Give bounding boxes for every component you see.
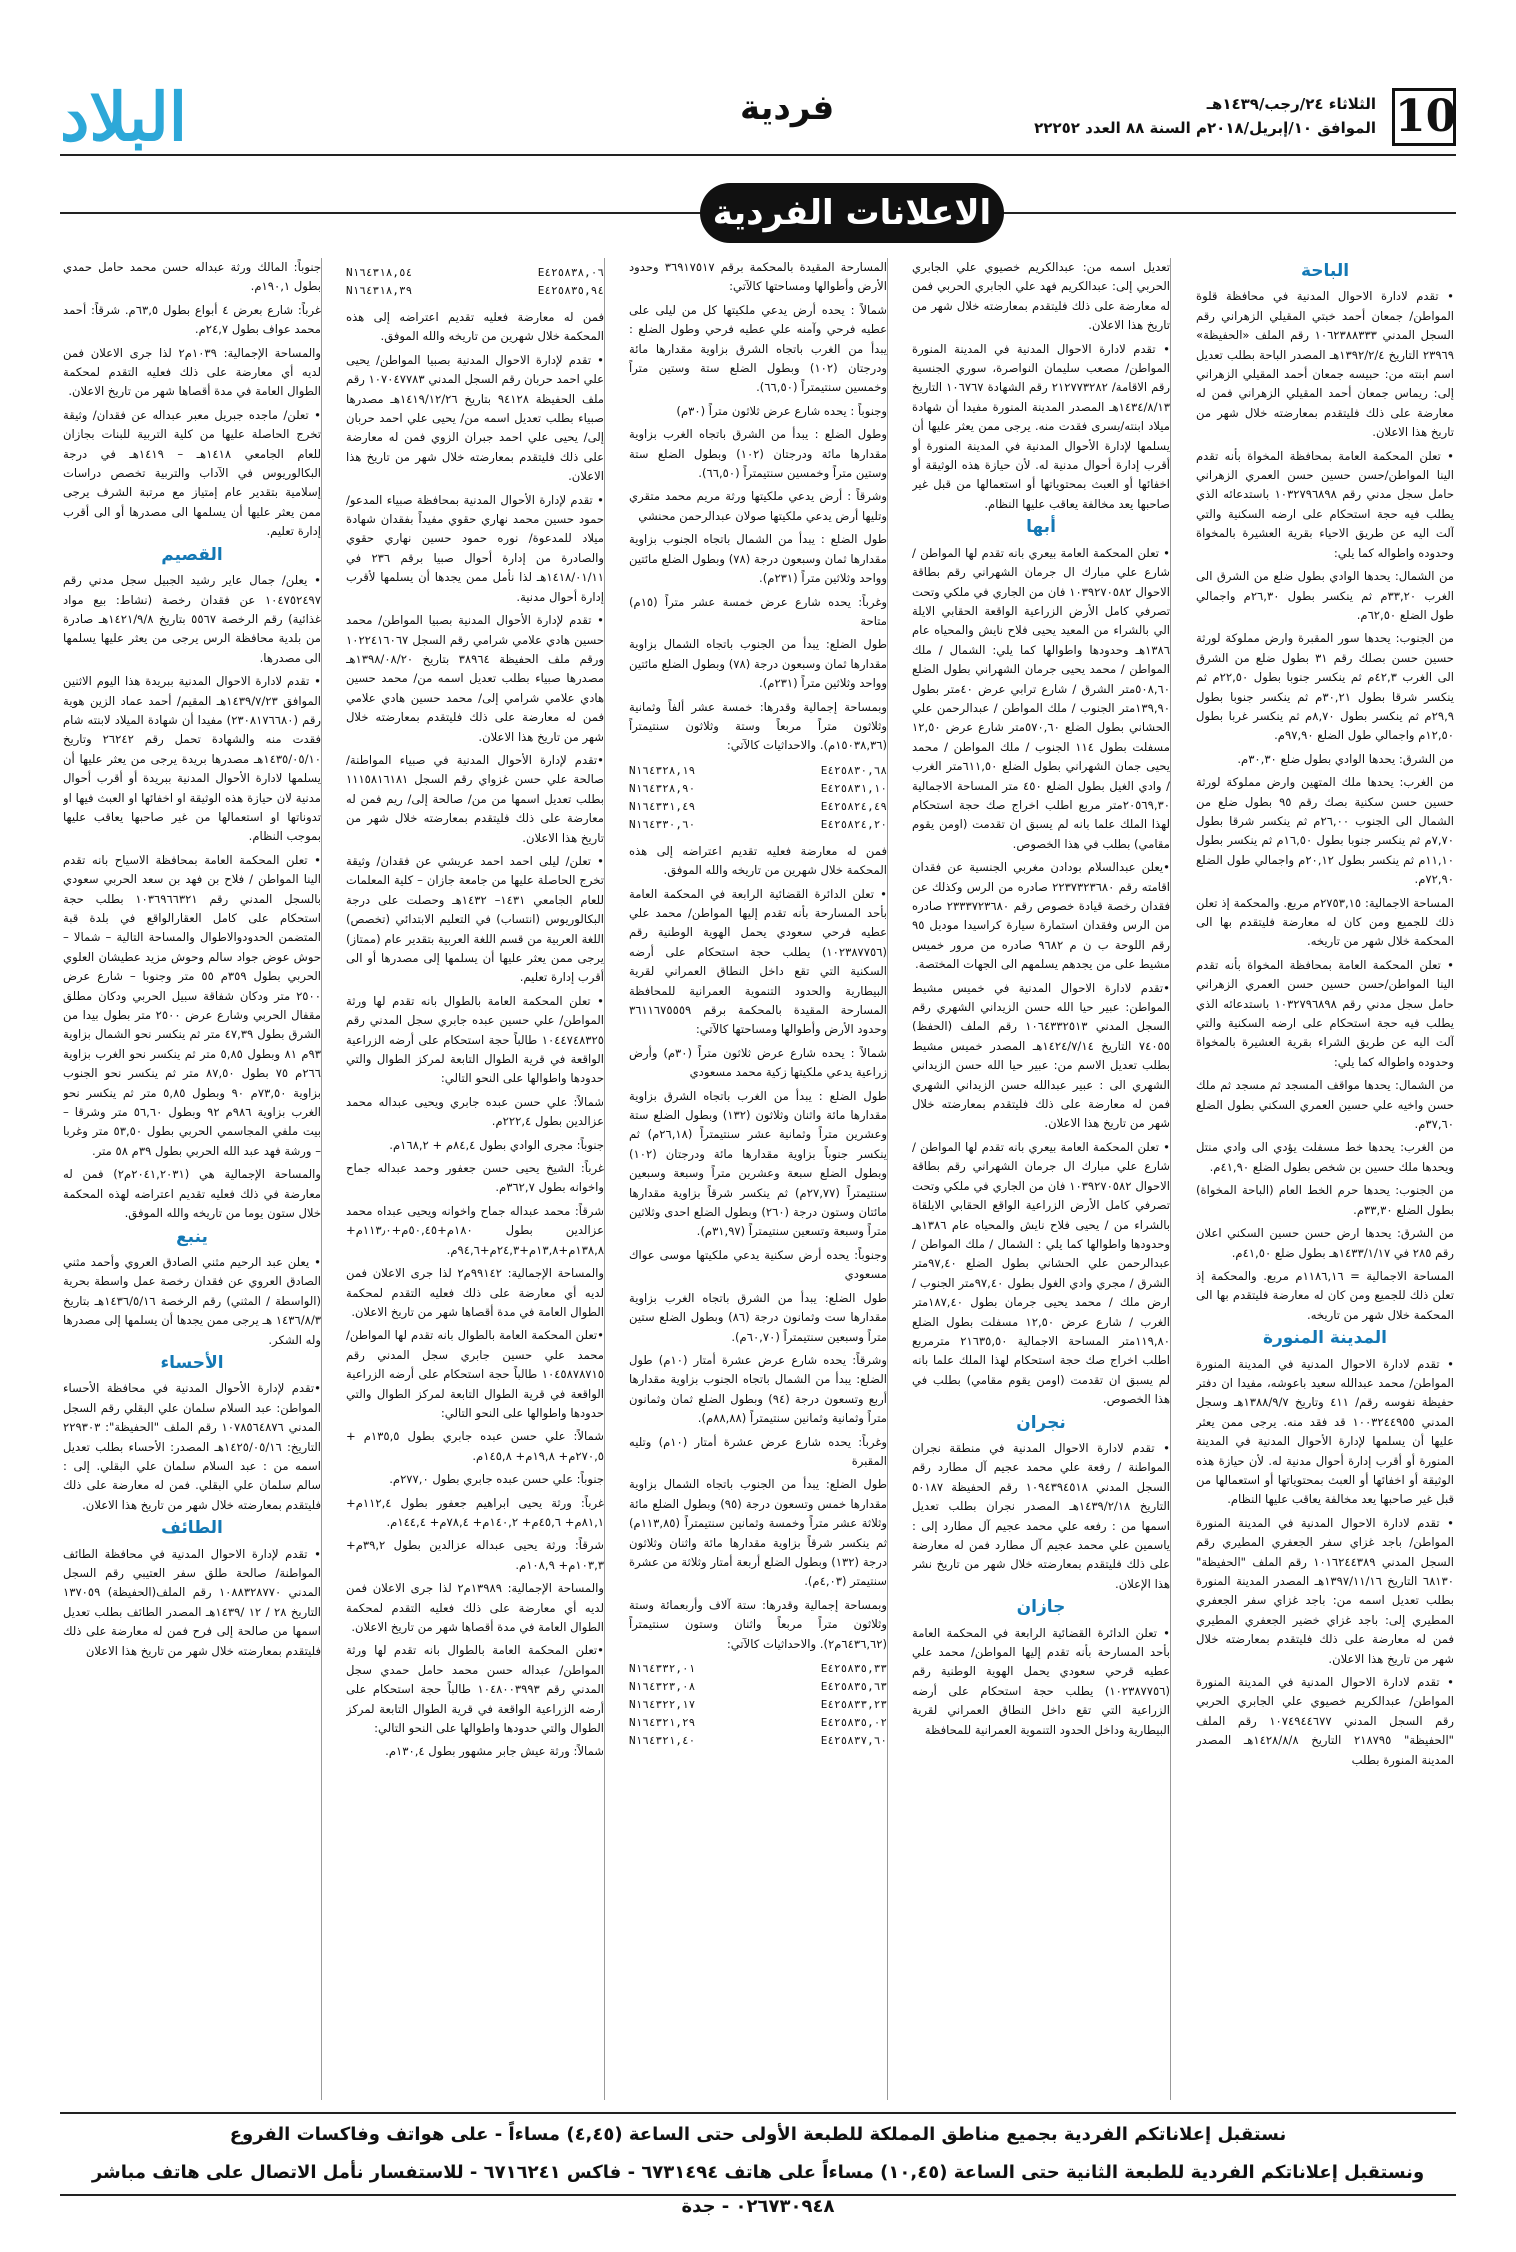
ad-paragraph: شمالاً : يحده أرض يدعي ملكيتها كل من ليلى على عطيه فرحي وآمنه علي عطيه فرحي وطول الضلع : يبدأ من الغرب باتجاه الشرق بزاوية مقدارها مائة ودرجتان (١٠٢) وبطول الضلع ستة وستين متراً وخمسين سنتيمتراً (٦٦,٥٠).: [629, 302, 888, 395]
easting-value: E٤٢٥٨٣٥,٩٤: [537, 284, 604, 297]
easting-value: E٤٢٥٨٣٣,٢٣: [820, 1698, 887, 1711]
ad-paragraph: وبمساحة إجمالية وقدرها: خمسة عشر ألفاً وثمانية وثلاثون متراً مربعاً وستة وثلاثون سنتيمتراً (١٥٠٣٨,٣٦م). والاحداثيات كالآتي:: [629, 699, 887, 753]
ad-paragraph: وشرقاً: يحده شارع عرض عشرة أمتار (١٠م) طول الضلع: يبدأ من الشمال باتجاه الجنوب بزاوية مقدارها أربع وتسعون درجة (٩٤) وبطول الضلع ثمان وثمانون متراً وثمانية وثمانين سنتيمتراً (٨٨,٨٨م).: [629, 1352, 887, 1426]
region-heading: جازان: [1016, 1597, 1066, 1618]
easting-value: E٤٢٥٨٣٥,٠٢: [820, 1716, 887, 1729]
ad-paragraph: شمالاً: علي حسن عبده جابري ويحيى عبداله محمد عزالدين بطول ٢٢٢,٤م.: [346, 1094, 604, 1129]
ad-paragraph: من الغرب: يحدها خط مسفلت يؤدي الى وادي منتل ويحدها ملك حسين بن شخص بطول الضلع ٤١,٩٠م.: [1196, 1140, 1454, 1174]
ad-paragraph: من الجنوب: يحدها سور المقبرة وارض مملوكة لورثة حسين حسن بصلك رقم ٣١ بطول ضلع من الشرق الى الغرب ٤٢,٣م ثم ينكسر جنوبا بطول ٢٢,٥٠م ثم ينكسر شرقا بطول ٣٠,٢١م ثم ينكسر جنوبا بطول ٢٩,٩م ثم ينكسر بطول ٨,٧٠م ثم ينكسر غربا بطول ١٢,٥٠م واجمالي طول الضلع ٩٧,٩٠م.: [1196, 631, 1454, 743]
ad-paragraph: المساحة الاجمالية = ١١٨٦,١٦م مربع. والمحكمة إذ تعلن ذلك للجميع ومن كان له معارضة فليتقدم بها الى المحكمة خلال شهر من تاريخه.: [1196, 1268, 1454, 1322]
ad-paragraph: المساحة الاجمالية: ٢٧٥٣,١٥م مربع. والمحكمة إذ تعلن ذلك للجميع ومن كان له معارضة فليتقدم بها الى المحكمة خلال شهر من تاريخه.: [1196, 895, 1454, 949]
column-5: [63, 258, 322, 2100]
coordinate-row: [629, 816, 887, 834]
coordinate-row: [629, 780, 887, 798]
ad-paragraph: • تعلن المحكمة العامة بيعري بانه تقدم لها المواطن / شارع علي مبارك ال جرمان الشهراني رقم بطاقة الاحوال ١٠٣٩٢٧٠٥٨٢ فان من الجاري في ملكي وتحت تصرفي كامل الأرض الزراعية الواقعة الحقابي الايلة الي بالشراء من المعيد يحيى فلاح نايش والمحياه عام ١٣٨٦هـ وحدودها واطوالها كما يلي: الشمال / ملك المواطن / محمد يحيى جرمان الشهراني بطول الضلع ٥٠٨,٦٠متر الشرق / شارع ترابي عرض ٤٠متر بطول ١٣٩,٩٠متر الجنوب / ملك المواطن / عبدالرحمن علي الحشاني بطول الضلع ٥٧٠,٦٠متر شارع عرض ١٢,٥٠ مسفلت بطول ١١٤ الجنوب / ملك المواطن / محمد يحيى جمان الشهراني بطول الضلع ٦١١,٥٠متر الغرب / وادي الغيل بطول الضلع ٤٥٠ متر المساحة الاجمالية ٢٠٥٦٩,٣٠متر مربع اطلب اخراج صك حجة استحكام لهذا الملك علما بانه لم يسبق ان تقدمت (اومن يقوم مقامي) بطلب في هذا الخصوص.: [912, 545, 1171, 851]
ad-paragraph: وجنوباً : يحده شارع عرض ثلاثون متراً (٣٠م): [676, 403, 887, 418]
coordinate-row: [629, 1696, 887, 1714]
ad-paragraph: طول الضلع : يبدأ من الغرب باتجاه الشرق بزاوية مقدارها مائة واثنان وثلاثون (١٣٢) وبطول الضلع ستة وعشرين متراً وثمانية عشر سنتيمتراً (٢٦,١٨م) ثم ينكسر جنوباً بزاوية مقدارها مائة ودرجتان (١٠٢) وبطول الضلع سبعة وعشرين متراً وسبعة وسبعين سنتيمتراً (٢٧,٧٧م) ثم ينكسر شرقاً بزاوية مقدارها مائتان وستون درجة (٢٦٠) وبطول الضلع احدى وثلاثين متراً وسبعة وتسعين سنتيمتراً (٣١,٩٧م).: [629, 1088, 887, 1239]
ad-paragraph: شمالاً: ورثة عيش جابر مشهور بطول ١٣٠,٤م.: [385, 1744, 604, 1759]
ad-paragraph: •تقدم لإدارة الأحوال المدنية في محافظة الأحساء المواطن: عبد السلام سلمان علي البقلي رقم السجل المدني ١٠٧٨٥٦٤٨٧٦ رقم الملف "الحفيظة": ٢٢٩٣٠٣ التاريخ: ١٤٢٥/٠٥/١٦هـ المصدر: الأحساء بطلب تعديل اسمه من : عبد السلام سلمان علي البقلي. إلى : سالم سلمان علي البقلي. فمن له معارضة على ذلك فليتقدم بمعارضته خلال شهر من تاريخ هذا الاعلان.: [63, 1381, 321, 1512]
ad-paragraph: • تقدم لإدارة الأحوال المدنية بمحافظة صبياء المدعو/ حمود حسين محمد نهاري حقوي مفيداً بفقدان شهادة ميلاد للمدعوة/ نوره حمود حسين نهاري حقوي والصادرة من إدارة أحوال صبيا برقم ٢٣٦ في ١٤١٨/٠١/١١هـ لذا نأمل ممن يجدها أن يسلمها لأقرب إدارة أحوال مدنية.: [346, 492, 604, 604]
ad-paragraph: طول الضلع: يبدأ من الجنوب باتجاه الشمال بزاوية مقدارها ثمان وسبعون درجة (٧٨) وبطول الضلع مائتين وواحد وثلاثين متراً (٢٣١م).: [629, 637, 888, 691]
ad-paragraph: • تعلن المحكمة العامة بيعري بانه تقدم لها المواطن / شارع علي مبارك ال جرمان الشهراني رقم بطاقة الاحوال ١٠٣٩٢٧٠٥٨٢ فان من الجاري في ملكي وتحت تصرفي كامل الأرض الزراعية الواقع الحقابي الايلقاة بالشراء من / يحيى فلاح نايش والمحياه عام ١٣٨٦هـ وحدودها واطوالها كما يلي : الشمال / ملك المواطن / عبدالرحمن علي الحشاني بطول الضلع ٩٧,٤٠متر الشرق / مجري وادي الغول بطول ٩٧,٤٠متر الجنوب / ارض ملك / محمد يحيى جرمان بطول ١٨٧,٤٠متر الغرب / شارع عرض ١٢,٥٠ مسفلت بطول الضلع ١١٩,٨٠متر المساحة الاجمالية ٢١٦٣٥,٥٠ مترمربع اطلب اخراج صك حجة استحكام لهذا الملك علما بانه لم يسبق ان تقدمت (اومن يقوم مقامي) بطلب في هذا الخصوص.: [912, 1139, 1171, 1407]
region-heading: القصيم: [161, 544, 223, 565]
easting-value: E٤٢٥٨٣٠,٦٨: [820, 763, 887, 777]
ad-paragraph: فمن له معارضة فعليه تقديم اعتراضه إلى هذه المحكمة خلال شهرين من تاريخه والله الموفق.: [629, 843, 887, 878]
banner-title: الاعلانات الفردية: [700, 183, 1004, 243]
ad-paragraph: • تعلن الدائرة القضائية الرابعة في المحكمة العامة بأحد المسارحة بأنه تقدم إليها المواطن/ محمد علي عطيه فرحي سعودي يحمل الهوية الوطنية رقم (١٠٢٣٨٧٧٥٦) يطلب حجة استحكام على أرضه السكنية التي تقع داخل النطاق العمراني لقرية البيطارية والحدود التنموية العمرانية للمحافظة المسارحة المقيدة بالمحكمة برقم ٣٦١١٦٧٥٥٥٩ وحدود الأرض وأطوالها ومساحتها كالآتي:: [629, 886, 887, 1037]
ad-paragraph: المسارحة المقيدة بالمحكمة برقم ٣٦٩١٧٥١٧ وحدود الأرض وأطوالها ومساحتها كالآتي:: [629, 260, 887, 294]
column-1: [1196, 258, 1454, 2100]
ad-paragraph: من الشرق: يحدها الوادي بطول ضلع ٣٠,٣٠م.: [1237, 751, 1454, 766]
date-line: الثلاثاء ٢٤/رجب/١٤٣٩هـ: [1206, 95, 1376, 113]
ad-paragraph: من الشمال: يحدها الوادي بطول ضلع من الشرق الى الغرب ٣٣,٢٠م ثم ينكسر بطول ٢٦,٣٠م واجمالي طول الضلع ٦٢,٥٠م.: [1196, 569, 1454, 622]
easting-value: E٤٢٥٨٣٥,٣٣: [820, 1662, 887, 1675]
ad-paragraph: طول الضلع: يبدأ من الجنوب باتجاه الشمال بزاوية مقدارها خمس وتسعون درجة (٩٥) وبطول الضلع مائة وثلاثة عشر متراً وخمسة وثمانين سنتيمتراً (١١٣,٨٥م) ثم ينكسر شرقاً بزاوية مقدارها مائة واثنان وثلاثون درجة (١٣٢) وبطول الضلع أربعة أمتار وثلاثة من عشرة سنتيمتر (٤,٠٣م).: [629, 1477, 887, 1589]
northing-value: N١٦٤٣٢١,٤٠: [629, 1734, 696, 1747]
ad-paragraph: • تقدم لادارة الاحوال المدنية في المدينة المنورة المواطن/ عبدالكريم خصيوي علي الجابري الحربي رقم السجل المدني ١٠٧٤٩٤٤٦٧٧ رقم الملف "الحفيظة" ٢١٨٧٩٥ التاريخ ١٤٢٨/٨/٨هـ المصدر المدينة المنورة بطلب: [1196, 1675, 1454, 1767]
ad-paragraph: جنوباً: المالك ورثة عبداله حسن محمد حامل حمدي بطول ١٩٠,١م.: [63, 260, 321, 294]
northing-value: N١٦٤٣٢٣,٠٨: [629, 1680, 696, 1693]
ad-paragraph: • تقدم لادارة الاحوال المدنية في المدينة المنورة المواطن/ محمد عبدالله سعيد باعوشه، مفيدا ان دفتر حفيظة نفوسه رقم/ ٤١١ وتاريخ ١٣٨٨/٩/٧هـ وسجل المدني ١٠٠٣٢٤٤٩٥٥ قد فقد منه. يرجى ممن يعثر عليها أن يسلمها لإدارة الأحوال المدنية في المدينة المنورة أو أقرب إدارة أحوال مدنية له. لأن حيازة هذه الوثيقة أو اخفائها أو العبث بمحتوياتها أو استعمالها من قبل غير صاحبها يعد مخالفة يعاقب عليها النظام.: [1196, 1356, 1454, 1507]
northing-value: N١٦٤٣٢١,٢٩: [629, 1716, 696, 1729]
ad-paragraph: والمساحة الإجمالية: ١٠٣٩م٢ لذا جرى الاعلان فمن لديه أي معارضة على ذلك فعليه التقدم لمحكمة الطوال العامة في مدة أقصاها شهر من تاريخ الاعلان.: [63, 345, 321, 399]
region-heading: أبها: [1026, 517, 1056, 538]
ad-paragraph: والمساحة الإجمالية: ٩٩١٤٢م٢ لذا جرى الاعلان فمن لديه أي معارضة على ذلك فعليه التقدم لمحكمة الطوال العامة في مدة أقصاها شهر من تاريخ الاعلان.: [346, 1266, 604, 1319]
coordinate-row: [629, 1714, 887, 1732]
ad-paragraph: جنوباً: مجرى الوادي بطول ٨٤,٤م + ١٦٨,٢م.: [389, 1137, 604, 1152]
ad-paragraph: طول الضلع : يبدأ من الشمال باتجاه الجنوب بزاوية مقدارها ثمان وسبعون درجة (٧٨) وبطول الضلع مائتين وواحد وثلاثين متراً (٢٣١م).: [629, 532, 888, 586]
coordinate-row: [629, 762, 887, 780]
ad-paragraph: • تعلن المحكمة العامة بمحافظة الاسياح بانه تقدم الينا المواطن / فلاح بن فهد بن سعد الحربي سعودي بالسجل المدني رقم ١٠٣٦٩٦٦٣٢١ بطلب حجة استحكام على كامل العقارالواقع في بلدة قبة المتضمن الحدودوالاطوال والمساحة التالية – شمالا – حوش عوض جواد سالم وحوش مزيد عطيشان العلوي الحربي بطول ٣٥٩م ٥٥ متر وجنوبا – شارع عرض ٢٥٠٠ متر ودكان شفاقة سبيل الحربي ودكان مطلق مقفال الحربي وشارع عرض ٢٥٠٠ متر بطول بيدا من الشرق بطول ٤٧,٣٩ متر ثم ينكسر نحو الشمال بزاوية ٩٣م ٨١ وبطول ٥,٨٥ متر ثم ينكسر نحو الغرب بزاوية ٢٦٦م ٧٥ بطول ٨٧,٥٠ متر ثم ينكسر نحو الجنوب بزاوية ٧٣,٥٠م ٩٠ وبطول ٥,٨٥ متر ثم ينكسر نحو الغرب بزاوية ٩٨٦م ٩٢ وبطول ٥٦,٦٠ متر وشرقا – بيت ملفي المجاسمي الحربي بطول ٥٣,٥٠ متر وغربا – ورشة فهد عبد الله الحربي بطول ٣٩م ٥٨ متر.: [63, 852, 322, 1158]
footer-line-1: نستقبل إعلاناتكم الفردية بجميع مناطق المملكة للطبعة الأولى حتى الساعة (٤,٤٥) مساءاً - على هواتف وفاكسات الفروع: [229, 2124, 1287, 2145]
ad-paragraph: وغرباً: يحده شارع عرض خمسة عشر متراً (١٥م) متاحة: [629, 594, 887, 628]
ad-paragraph: •تقدم لادارة الاحوال المدنية في خميس مشيط المواطن: عبير حيا الله حسن الزيداني الشهري رقم السجل المدني ١٠٦٤٣٣٢٥١٣ رقم الملف (الحفظ) ٧٤٠٥٥ التاريخ ١٤٢٤/٧/١٤هـ المصدر خميس مشيط بطلب تعديل الاسم من: عبير حيا الله حسن الزيداني الشهري الى : عبير عبدالله حسن الزيداني الشهري فمن له معارضة على ذلك فليتقدم بمعارضته خلال شهر من تاريخ هذا الاعلان.: [912, 980, 1171, 1131]
northing-value: N١٦٤٣٣٢,٠١: [629, 1662, 696, 1675]
ad-paragraph: •يعلن عبدالسلام بودادن مغربي الجنسية عن فقدان اقامته رقم ٢٢٣٧٣٢٣٦٨٠ صادره من الرس وكذلك عن فقدان رخصة قيادة خصوص رقم ٢٣٣٣٧٢٣٦٨٠ صادره من الرس وفقدان استمارة سيارة كراسيدا موديل ٩٥ رقم اللوحة ب ن م ٩٦٨٢ صادره من مرور خميس مشيط على من يجدهم يسلمهم الى الجهات المختصة.: [912, 860, 1170, 972]
ad-paragraph: • تقدم لإدارة الأحوال المدنية بصبيا المواطن/ محمد حسين هادي علامي شرامي رقم السجل ١٠٢٢٤١٦٠٦٧ ورقم ملف الحفيظة ٣٨٩٦٤ بتاريخ ١٣٩٨/٠٨/٢٠هـ مصدرها صبياء بطلب تعديل اسمه من/ محمد حسين هادي علامي شرامي إلى/ محمد حسين هادي علامي فمن له معارضة على ذلك فليتقدم بمعارضته خلال شهر من تاريخ هذا الاعلان.: [346, 613, 604, 744]
issue-line: الموافق ١٠/إبريل/٢٠١٨م السنة ٨٨ العدد ٢٢٢٥٢: [1034, 119, 1376, 137]
section-title: فردية: [740, 88, 835, 128]
ad-paragraph: من الجنوب: يحدها حرم الخط العام (الباحة المخواة) بطول الضلع ٣٣,٣٠م.: [1196, 1183, 1454, 1217]
ad-paragraph: فمن له معارضة فعليه تقديم اعتراضه إلى هذه المحكمة خلال شهرين من تاريخه والله الموفق.: [346, 310, 604, 344]
ad-paragraph: •تعلن المحكمة العامة بالطوال بانه تقدم لها المواطن/ محمد علي حسين جابري سجل المدني رقم ١٠٤٥٨٧٨٧١٥ طالباً حجة استحكام على أرضه الزراعية الواقعة في قرية الطوال التابعة لمركز الطوال والتي حدودها واطوالها على النحو التالي:: [346, 1328, 604, 1420]
ad-paragraph: • تقدم لادارة الاحوال المدنية في المدينة المنورة المواطن/ باجد غزاي سفر الجعفري المطيري رقم السجل المدني ١٠١٦٢٤٤٣٨٩ رقم الملف "الحفيظة" ٦٨١٣٠ التاريخ ١٣٩٧/١١/١٦هـ المصدر المدينة المنورة بطلب تعديل اسمه من: باجد غزاي سفر الجعفري المطيري إلى: باجد غزاي خضير الجعفري المطيري فمن له معارضة على ذلك فليتقدم بمعارضته خلال شهر من تاريخ هذا الاعلان.: [1196, 1515, 1454, 1666]
masthead: [60, 78, 1457, 156]
coordinate-row: [629, 1732, 887, 1750]
easting-value: E٤٢٥٨٣٥,٦٣: [820, 1680, 887, 1693]
region-heading: ينبع: [176, 1226, 208, 1247]
date-info: [976, 92, 1376, 140]
ad-paragraph: شرقاً: محمد عبداله جماح واخوانه ويحيى عبداه محمد عزالدين بطول ١٨٠م+٥٠,٤٥م+١١٣٫٠م+ ١٣٨,٨م+١٣,٨م+٢٤,٣م+٩٤,٦م.: [346, 1203, 604, 1257]
region-heading: المدينة المنورة: [1262, 1328, 1387, 1349]
coordinates-table: [629, 762, 887, 834]
ad-paragraph: وطول الضلع : يبدأ من الشرق باتجاه الغرب بزاوية مقدارها مائة ودرجتان (١٠٢) وبطول الضلع ستة وستين متراً وخمسين سنتيمتراً (٦٦,٥٠).: [629, 427, 888, 481]
ad-paragraph: من الغرب: يحدها ملك المتهين وارض مملوكة لورثة حسين حسن سكنية بصك رقم ٩٥ بطول ضلع من الشمال الى الجنوب ٢٦,٠٠م ثم ينكسر شرقا بطول ٧,٧٠م ثم ينكسر جنوبا بطول ١٦,٥٠م ثم ينكسر بطول ١١,١٠م ثم ينكسر بطول ٢٠,١٢م واجمالي طول الضلع ٧٢,٩٠م.: [1196, 775, 1454, 887]
region-heading: نجران: [1016, 1412, 1066, 1433]
ad-paragraph: • تقدم لادارة الاحوال المدنية في محافظة قلوة المواطن/ جمعان أحمد خبتي المقيلي الزهراني رقم السجل المدني ١٠٦٢٣٨٨٣٣٣ رقم الملف «الحفيظة» ٢٣٩٦٩ التاريخ ١٣٩٢/٢/٤هـ المصدر الباحة بطلب تعديل اسم ابنته من: حبيسه جمعان أحمد المقيلي الزهراني إلى: ريماس جمعان أحمد المقيلي الزهراني فمن له معارضة على ذلك فليتقدم بمعارضته خلال شهر من تاريخ هذا الاعلان.: [1196, 289, 1454, 440]
region-heading: الأحساء: [160, 1352, 224, 1373]
ad-paragraph: طول الضلع: يبدأ من الشرق باتجاه الغرب بزاوية مقدارها ست وثمانون درجة (٨٦) وبطول الضلع ستين متراً وسبعين سنتيمتراً (٦٠,٧٠م).: [629, 1290, 887, 1344]
newspaper-logo: البلاد: [60, 78, 188, 156]
ad-paragraph: وبمساحة إجمالية وقدرها: ستة آلاف وأربعمائة وستة وثلاثون متراً مربعاً واثنان وستون سنتيمتراً (٦٤٣٦,٦٢م٢). والاحداثيات كالآتي:: [629, 1597, 887, 1651]
region-heading: الباحة: [1300, 261, 1350, 281]
ad-paragraph: • تقدم لإدارة الاحوال المدنية في محافظة الطائف المواطنة/ صالحة طلق سفر العتيبي رقم السجل المدني ١٠٨٨٣٢٨٧٧٠ رقم الملف(الحفيظة) ١٣٧٠٥٩ التاريخ ٢٨ / ١٢ /١٤٣٩هـ المصدر الطائف بطلب تعديل اسمها من صالحة إلى فرح فمن له معارضة على ذلك فليتقدم بمعارضته خلال شهر من تاريخ هذا الاعلان: [63, 1546, 321, 1658]
column-2: [912, 258, 1171, 2100]
easting-value: E٤٢٥٨٣٨,٠٦: [537, 266, 604, 279]
ad-paragraph: وشرقاً : أرض يدعي ملكيتها ورثة مريم محمد متقري وتليها أرض يدعي ملكيتها صولان عبدالرحمن محنشي: [629, 489, 887, 523]
ad-paragraph: • تقدم لادارة الاحوال المدنية في منطقة نجران المواطنة / رفعة علي محمد عجيم آل مطارد رقم السجل المدني ١٠٩٤٣٩٤٥١٨ رقم الحفيظة ٥٠١٨٧ التاريخ ١٤٣٩/٢/١٨هـ المصدر نجران بطلب تعديل اسمها من : رفعه علي محمد عجيم آل مطارد إلى : ياسمين علي محمد عجيم آل مطارد فمن له معارضة على ذلك فليتقدم بمعارضته خلال شهر من تاريخ نشر هذا الإعلان.: [912, 1440, 1170, 1591]
coordinates-table: [346, 264, 604, 300]
coordinates-table: [629, 1660, 887, 1750]
ad-paragraph: • تعلن/ ليلى احمد احمد عريشي عن فقدان/ وثيقة تخرج الحاصلة عليها من جامعة جازان – كلية المعلمات للعام الجامعي ١٤٣١– ١٤٣٢هـ وحصلت على درجة البكالوريوس (انتساب) في التعليم الابتدائي (تخصص) اللغة العربية من قسم اللغة العربية بتقدير عام (ممتاز) يرجى ممن يعثر عليها أن يسلمها إلى مصدرها أو الى أقرب إدارة تعليم.: [346, 853, 604, 985]
ad-paragraph: والمساحة الإجمالية: ١٣٩٨٩م٢ لذا جرى الاعلان فمن لديه أي معارضة على ذلك فعليه التقدم لمحكمة الطوال العامة في مدة أقصاها شهر من تاريخ الاعلان.: [346, 1581, 604, 1634]
ads-banner: [60, 183, 1456, 243]
ad-paragraph: • تقدم لادارة الاحوال المدنية في المدينة المنورة المواطن/ مصعب سليمان النواصرة، سوري الجنسية رقم الاقامة/ ٢١٢٧٧٣٢٨٢ رقم الشهادة ١٠٦٧٦٧ التاريخ ١٤٣٤/٨/١٣هـ المصدر المدينة المنورة مفيدا أن شهادة ميلاد ابنته/يسرى فقدت منه. يرجى ممن يعثر عليها أن يسلمها لإدارة الأحوال المدنية في المدينة المنورة أو أقرب إدارة أحوال مدنية له. لأن حيازة هذه الوثيقة أو اخفائها أو العبث بمحتوياتها أو استعمالها من قبل غير صاحبها يعد مخالفة يعاقب عليها النظام.: [912, 341, 1171, 511]
region-heading: الطائف: [161, 1518, 223, 1539]
easting-value: E٤٢٥٨٣٧,٦٠: [820, 1734, 887, 1747]
ad-paragraph: •تقدم لإدارة الأحوال المدنية في صبياء المواطنة/ صالحة علي حسن غزواي رقم السجل ١١١٥٨١٦١٨١ بطلب تعديل اسمها من من/ صالحة إلى/ ريم فمن له معارضة على ذلك فليتقدم بمعارضته خلال شهر من تاريخ هذا الاعلان.: [346, 752, 604, 845]
ad-paragraph: • يعلن/ جمال عاير رشيد الجبيل سجل مدني رقم ١٠٤٧٥٢٤٩٧ عن فقدان رخصة (نشاط: بيع مواد غذائية) رقم الرخصة ٥٥٦٧ بتاريخ ١٤٢١/٩/٨هـ صادرة من بلدية محافظة الرس يرجى من يعثر عليها يسلمها الى مصدرها.: [63, 573, 321, 665]
northing-value: N١٦٤٣٢٢,١٧: [629, 1698, 696, 1711]
ad-paragraph: • تعلن المحكمة العامة بمحافظة المخواة بأنه تقدم الينا المواطن/حسن حسين حسن العمري الزهراني حامل سجل مدني رقم ١٠٣٢٧٩٦٨٩٨ باستدعائه الذي يطلب فيه حجة استحكام على ارضه السكنية والتي آلت اليه عن طريق الشراء بقرية العشيرة بالمخواة وحدوده واطواله كما يلي:: [1196, 957, 1454, 1069]
easting-value: E٤٢٥٨٢٤,٤٩: [820, 799, 887, 813]
northing-value: N١٦٤٣٣٠,٦٠: [629, 817, 696, 831]
coordinate-row: [629, 1660, 887, 1678]
column-4: [346, 258, 605, 2100]
ad-paragraph: شمالاً: علي حسن عبده جابري بطول ١٣٥,٥م + ٢٧٠,٥م+ ١٩,٨م+ ١٤٥,٨م.: [346, 1429, 604, 1463]
ad-paragraph: • تعلن الدائرة القضائية الرابعة في المحكمة العامة بأحد المسارحة بأنه تقدم إليها المواطن/ محمد علي عطيه قرحي سعودي يحمل الهوية الوطنية رقم (١٠٢٣٨٧٧٥٦) يطلب حجة استحكام على أرضه الزراعية التي تقع داخل النطاق العمراني لقرية البيطارية وداخل الحدود التنموية العمرانية للمحافظة: [912, 1625, 1170, 1737]
ad-paragraph: وجنوباً: يحده أرض سكنية يدعي ملكيتها موسى عواك مسعودي: [629, 1247, 887, 1282]
easting-value: E٤٢٥٨٢٤,٢٠: [820, 817, 887, 831]
ad-paragraph: • تقدم لإدارة الاحوال المدنية بصبيا المواطن/ يحيى علي احمد حربان رقم السجل المدني ١٠٧٠٤٧٧٨٣ رقم ملف الحفيظة ٩٤١٢٨ بتاريخ ١٤١٩/١٢/٢٦هـ مصدرها صبياء بطلب تعديل اسمه من/ يحيى علي احمد حربان إلى/ يحيى علي احمد جبران الزوي فمن له معارضة على ذلك فليتقدم بمعارضته خلال شهر من تاريخ هذا الاعلان.: [346, 352, 604, 484]
coordinate-row: [346, 282, 604, 300]
northing-value: N١٦٤٣٣١,٤٩: [629, 799, 696, 813]
ad-paragraph: من الشرق: يحدها ارض حسن حسين السكني اعلان رقم ٢٨٥ في ١٤٣٣/١/١٧هـ بطول ضلع ٤١,٥٠م.: [1196, 1226, 1454, 1260]
coordinate-row: [629, 1678, 887, 1696]
ad-paragraph: • يعلن عبد الرحيم مثني الصادق العروي وأحمد مثني الصادق العروي عن فقدان رخصة عمل واسطة بحرية (الواسطة / المثني) رقم الرخصة ١٤٣٦/٥/١٦هـ بتاريخ ١٤٣٦/٨/٣ هـ يرجى ممن يجدها أن يسلمها إلى مصدرها وله الشكر.: [63, 1254, 321, 1347]
ad-paragraph: جنوباً: علي حسن عبده جابري بطول ٢٧٧,٠م.: [389, 1472, 604, 1487]
ad-paragraph: •تعلن المحكمة العامة بالطوال بانه تقدم لها ورثة المواطن/ عبداله حسن محمد حامل حمدي سجل المدني رقم ١٠٤٨٠٠٣٩٩٣ طالباً حجة استحكام على أرضه الزراعية الواقعة في قرية الطوال التابعة لمركز الطوال والتي حدودها واطوالها على النحو التالي:: [346, 1643, 604, 1736]
coordinate-row: [629, 798, 887, 816]
ads-columns: [62, 258, 1454, 2100]
ad-paragraph: • تعلن المحكمة العامة بمحافظة المخواة بأنه تقدم الينا المواطن/حسن حسين حسن العمري الزهراني حامل سجل مدني رقم ١٠٣٢٧٩٦٨٩٨ باستدعائه الذي يطلب فيه حجة استحكام على ارضه السكنية والتي آلت اليه عن طريق الاحياء بقرية العشيرة بالمخواة وحدوده واطواله كما يلي:: [1196, 448, 1454, 560]
ad-paragraph: شمالاً : يحده شارع عرض ثلاثون متراً (٣٠م) وأرض زراعية يدعي ملكيتها زكية محمد مسعودي: [629, 1045, 887, 1080]
page-number: 10: [1392, 88, 1456, 146]
ad-paragraph: غرباً: شارع بعرض ٤ أبواع بطول ٦٣,٥م. شرقاً: أحمد محمد عواف بطول ٢٤,٧م.: [63, 302, 321, 337]
footer: [60, 2112, 1456, 2217]
northing-value: N١٦٤٣٢٨,٩٠: [629, 781, 696, 795]
ad-paragraph: • تعلن المحكمة العامة بالطوال بانه تقدم لها ورثة المواطن/ علي حسين عبده جابري سجل المدني رقم ١٠٤٤٧٤٨٣٢٥ طالباً حجة استحكام على أرضه الزراعية الواقعة في قرية الطوال التابعة لمركز الطوال والتي حدودها واطوالها على النحو التالي:: [346, 993, 604, 1086]
ad-paragraph: وغرباً: يحده شارع عرض عشرة أمتار (١٠م) وتليه المقبرة: [629, 1434, 888, 1468]
northing-value: N١٦٤٣١٨,٥٤: [346, 266, 413, 279]
northing-value: N١٦٤٣١٨,٣٩: [346, 284, 413, 297]
footer-line-2: ونستقبل إعلاناتكم الفردية للطبعة الثانية حتى الساعة (١٠,٤٥) مساءاً على هاتف ٦٧٣١٤٩٤ - فاكس ٦٧١٦٢٤١ - للاستفسار نأمل الاتصال على هاتف مباشر ٠٢٦٧٣٠٩٤٨ - جدة: [91, 2162, 1425, 2217]
northing-value: N١٦٤٣٢٨,١٩: [629, 763, 696, 777]
ad-paragraph: • تقدم لادارة الاحوال المدنية ببريدة هذا اليوم الاثنين الموافق ١٤٣٩/٧/٢٣هـ المقيم/ أحمد عماد الزين هوية رقم (٢٣٠٨١٧٦٦٨٠) مفيدا أن شهادة الميلاد لابنته شام فقدت منه والشهادة تحمل رقم ٢٦٢٤٢ وتاريخ ١٤٣٥/٠٥/١٠هـ مصدرها بريدة يرجى من يعثر عليها أن يسلمها لادارة الأحوال المدنية ببريدة أو أقرب أحوال مدنية لان حيازة هذه الوثيقة او اخفائها او العبث فيها او تدوناتها او استعمالها من غير صاحبها يعاقب عليها بموجب النظام.: [63, 674, 321, 844]
ad-paragraph: • تعلن/ ماجده جبريل معبر عبداله عن فقدان/ وثيقة تخرج الحاصلة عليها من كلية التربية للبنات بجازان للعام الجامعي ١٤١٨هـ – ١٤١٩هـ في درجة البكالوريوس في الآداب والتربية تخصص دراسات إسلامية بتقدير عام إمتياز مع مرتبة الشرف يرجى ممن يعثر عليها أن يسلمها الى مصدرها أو الى أقرب إدارة تعليم.: [63, 407, 321, 539]
ad-paragraph: شرقاً: ورثة يحيى عبداله عزالدين بطول ٣٩,٢م+ ١٠٣,٣م+ ١٠٨,٩م.: [346, 1538, 604, 1572]
ad-paragraph: من الشمال: يحدها مواقف المسجد ثم مسجد ثم ملك حسن واخيه علي حسين العمري السكني بطول الضلع ٣٧,٦٠م.: [1196, 1078, 1454, 1132]
easting-value: E٤٢٥٨٣١,١٠: [820, 781, 887, 795]
ad-paragraph: غرباً: الشيخ يحيى حسن جعفور وحمد عبداله جماح واخوانه بطول ٣٦٢,٧م.: [346, 1161, 604, 1195]
coordinate-row: [346, 264, 604, 282]
ad-paragraph: والمساحة الإجمالية هي (٢٠٤١,٢٠٣١م٢) فمن له معارضة في ذلك فعليه تقديم اعتراضه لهذه المحكمة خلال ستون يوما من تاريخه والله الموفق.: [63, 1167, 321, 1221]
column-3: [629, 258, 888, 2100]
ad-paragraph: تعديل اسمه من: عبدالكريم خصيوي علي الجابري الحربي إلى: عبدالكريم فهد علي الجابري الحربي فمن له معارضة على ذلك فليتقدم بمعارضته خلال شهر من تاريخ هذا الاعلان.: [912, 260, 1170, 333]
ad-paragraph: غرباً: ورثة يحيى ابراهيم جعفور بطول ١١٢,٤م+ ٨١,١م+ ٤٥,٦م+ ١٤٠,٢م+ ٧٨,٤م+ ١٤٤,٤م.: [346, 1495, 604, 1529]
